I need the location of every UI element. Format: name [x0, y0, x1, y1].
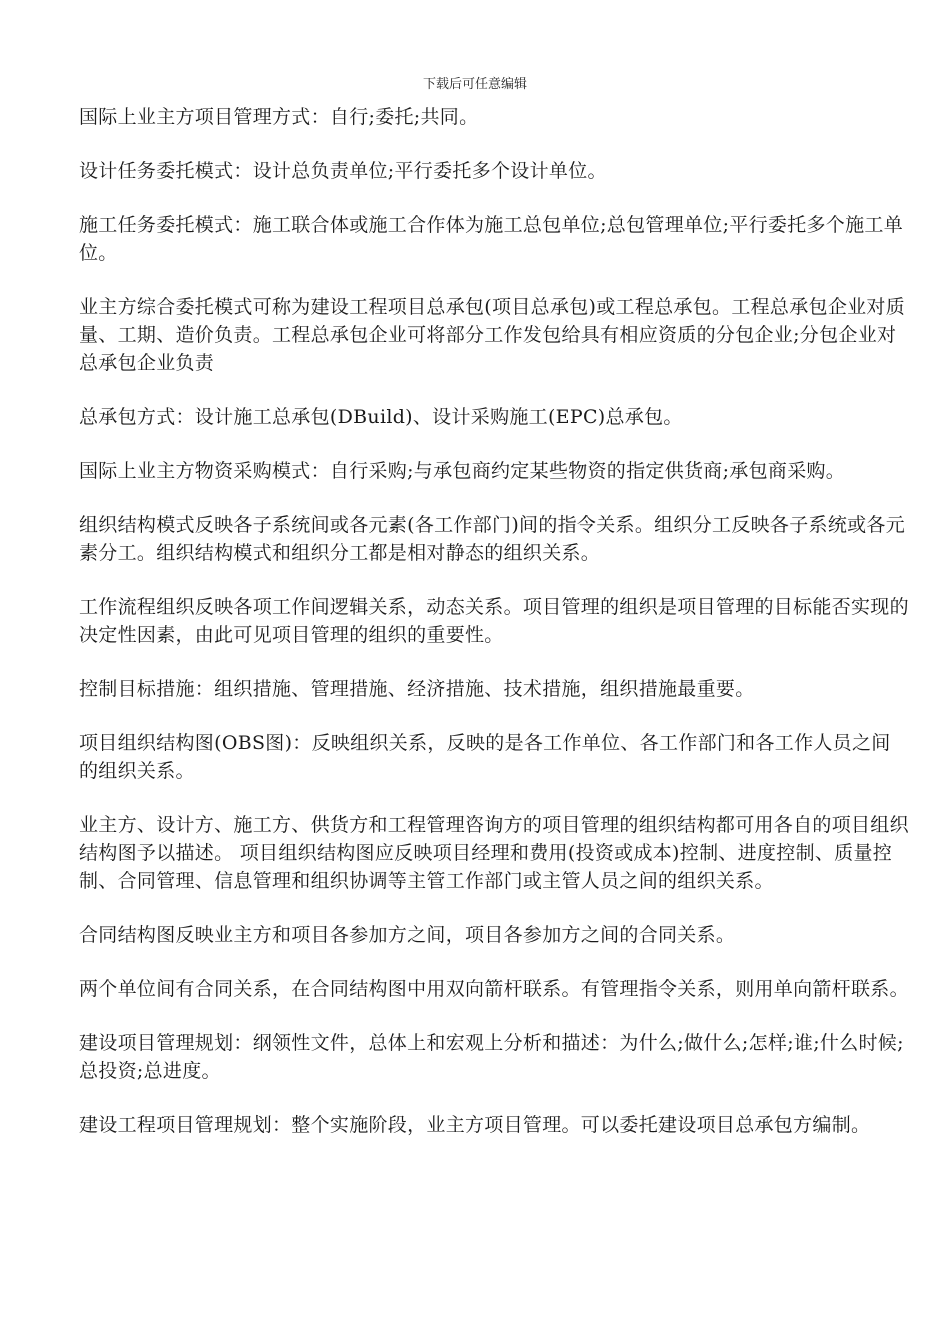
document-body — [79, 103, 909, 1165]
paragraph-14: 建设项目管理规划：纲领性文件，总体上和宏观上分析和描述：为什么;做什么;怎样;谁;什么时候;总投资;总进度。 — [79, 1032, 904, 1082]
paragraph-10: 项目组织结构图(OBS图)：反映组织关系，反映的是各工作单位、各工作部门和各工作人员之间的组织关系。 — [79, 732, 891, 782]
paragraph-2: 设计任务委托模式：设计总负责单位;平行委托多个设计单位。 — [79, 160, 607, 182]
paragraph-6: 国际上业主方物资采购模式：自行采购;与承包商约定某些物资的指定供货商;承包商采购。 — [79, 460, 846, 482]
paragraph-13: 两个单位间有合同关系，在合同结构图中用双向箭杆联系。有管理指令关系，则用单向箭杆联系。 — [79, 978, 909, 1000]
paragraph-8: 工作流程组织反映各项工作间逻辑关系，动态关系。项目管理的组织是项目管理的目标能否实现的决定性因素，由此可见项目管理的组织的重要性。 — [79, 596, 909, 646]
paragraph-12: 合同结构图反映业主方和项目各参加方之间，项目各参加方之间的合同关系。 — [79, 924, 736, 946]
page-header: 下载后可任意编辑 — [422, 77, 527, 92]
paragraph-4: 业主方综合委托模式可称为建设工程项目总承包(项目总承包)或工程总承包。工程总承包企业对质量、工期、造价负责。工程总承包企业可将部分工作发包给具有相应资质的分包企业;分包企业对总承包企业负责 — [79, 296, 906, 374]
paragraph-15: 建设工程项目管理规划：整个实施阶段，业主方项目管理。可以委托建设项目总承包方编制。 — [79, 1114, 871, 1136]
paragraph-7: 组织结构模式反映各子系统间或各元素(各工作部门)间的指令关系。组织分工反映各子系统或各元素分工。组织结构模式和组织分工都是相对静态的组织关系。 — [79, 514, 906, 564]
paragraph-3: 施工任务委托模式：施工联合体或施工合作体为施工总包单位;总包管理单位;平行委托多个施工单位。 — [79, 214, 904, 264]
paragraph-5: 总承包方式：设计施工总承包(DBuild)、设计采购施工(EPC)总承包。 — [79, 406, 683, 428]
paragraph-1: 国际上业主方项目管理方式：自行;委托;共同。 — [79, 106, 479, 128]
paragraph-11: 业主方、设计方、施工方、供货方和工程管理咨询方的项目管理的组织结构都可用各自的项目组织结构图予以描述。 项目组织结构图应反映项目经理和费用(投资或成本)控制、进度控制、质量控制、合同管理、信息管理和组织协调等主管工作部门或主管人员之间的组织关系。 — [79, 814, 909, 892]
paragraph-9: 控制目标措施：组织措施、管理措施、经济措施、技术措施，组织措施最重要。 — [79, 678, 755, 700]
